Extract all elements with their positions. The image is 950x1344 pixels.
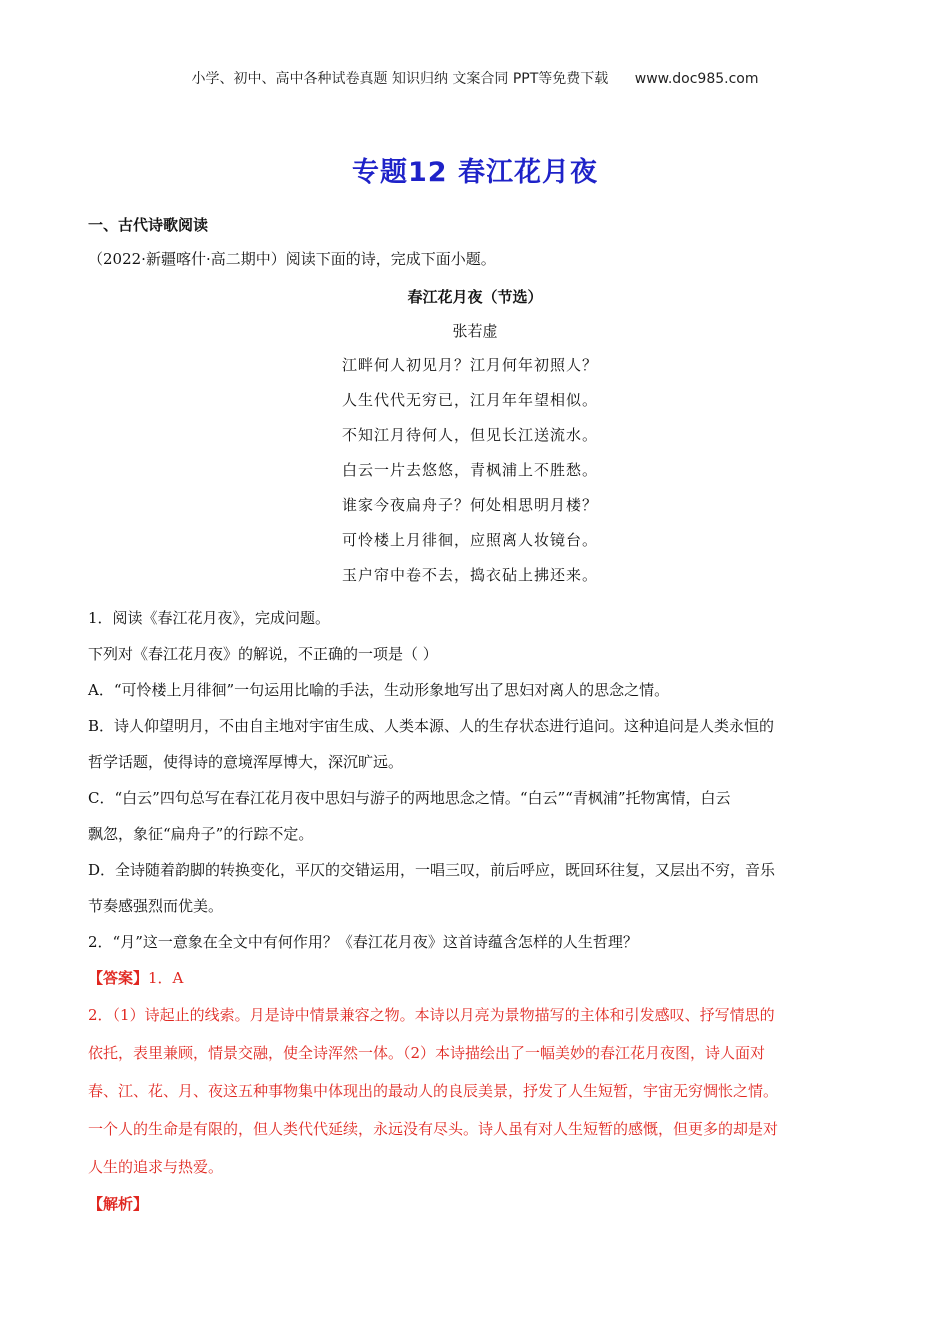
poem-line: 可怜楼上月徘徊，应照离人妆镜台。	[342, 531, 599, 549]
option-c-line-1: C．“白云”四句总写在春江花月夜中思妇与游子的两地思念之情。“白云”“青枫浦”托物寓情，白云	[88, 789, 731, 807]
answer-2-line: 春、江、花、月、夜这五种事物集中体现出的最动人的良辰美景，抒发了人生短暂，宇宙无穷惆怅之情。	[88, 1082, 779, 1100]
question-2: 2．“月”这一意象在全文中有何作用？《春江花月夜》这首诗蕴含怎样的人生哲理？	[88, 933, 638, 951]
answer-2-line: 依托，表里兼顾，情景交融，使全诗浑然一体。（2）本诗描绘出了一幅美妙的春江花月夜图，诗人面对	[88, 1044, 766, 1062]
question-1-intro: 1．阅读《春江花月夜》，完成问题。	[88, 609, 331, 627]
page-header	[0, 68, 950, 88]
poem-line: 白云一片去悠悠，青枫浦上不胜愁。	[342, 461, 599, 479]
answer-2-line: 一个人的生命是有限的，但人类代代延续，永远没有尽头。诗人虽有对人生短暂的感慨，但更多的却是对	[88, 1120, 779, 1138]
question-1-stem: 下列对《春江花月夜》的解说，不正确的一项是（ ）	[88, 645, 438, 663]
section-heading: 一、古代诗歌阅读	[88, 216, 209, 234]
poem-body	[342, 355, 598, 600]
option-d-line-2: 节奏感强烈而优美。	[88, 897, 224, 915]
poem-line: 玉户帘中卷不去，捣衣砧上拂还来。	[342, 566, 599, 584]
answer-label: 【答案】	[88, 969, 149, 987]
header-site-link[interactable]: www.doc985.com	[634, 71, 759, 87]
answer-2-line: 2．（1）诗起止的线索。月是诗中情景兼容之物。本诗以月亮为景物描写的主体和引发感叹、抒写情思的	[88, 1006, 775, 1024]
header-text: 小学、初中、高中各种试卷真题 知识归纳 文案合同 PPT等免费下载	[191, 71, 609, 87]
option-b-line-2: 哲学话题，使得诗的意境浑厚博大，深沉旷远。	[88, 753, 404, 771]
poem-line: 谁家今夜扁舟子？何处相思明月楼？	[342, 496, 599, 514]
poem-author: 张若虚	[452, 322, 498, 340]
option-c-line-2: 飘忽，象征“扁舟子”的行踪不定。	[88, 825, 314, 843]
option-d-line-1: D．全诗随着韵脚的转换变化，平仄的交错运用，一唱三叹，前后呼应，既回环往复，又层出不穷，音乐	[88, 861, 776, 879]
analysis-label-text: 【解析】	[88, 1195, 149, 1213]
question-source: （2022·新疆喀什·高二期中）阅读下面的诗，完成下面小题。	[88, 250, 496, 268]
question-body	[88, 600, 858, 1222]
option-a: A．“可怜楼上月徘徊”一句运用比喻的手法，生动形象地写出了思妇对离人的思念之情。	[88, 681, 670, 699]
answer-2-line: 人生的追求与热爱。	[88, 1158, 224, 1176]
page-title: 专题12 春江花月夜	[352, 157, 598, 188]
poem-line: 江畔何人初见月？江月何年初照人？	[342, 356, 599, 374]
poem-title: 春江花月夜（节选）	[407, 288, 543, 306]
answer-1	[88, 960, 858, 996]
poem-line: 人生代代无穷已，江月年年望相似。	[342, 391, 599, 409]
analysis-label	[88, 1186, 858, 1222]
option-b-line-1: B．诗人仰望明月，不由自主地对宇宙生成、人类本源、人的生存状态进行追问。这种追问是人类永恒的	[88, 717, 775, 735]
answer-1-text: 1．A	[148, 969, 184, 987]
poem-line: 不知江月待何人，但见长江送流水。	[342, 426, 599, 444]
